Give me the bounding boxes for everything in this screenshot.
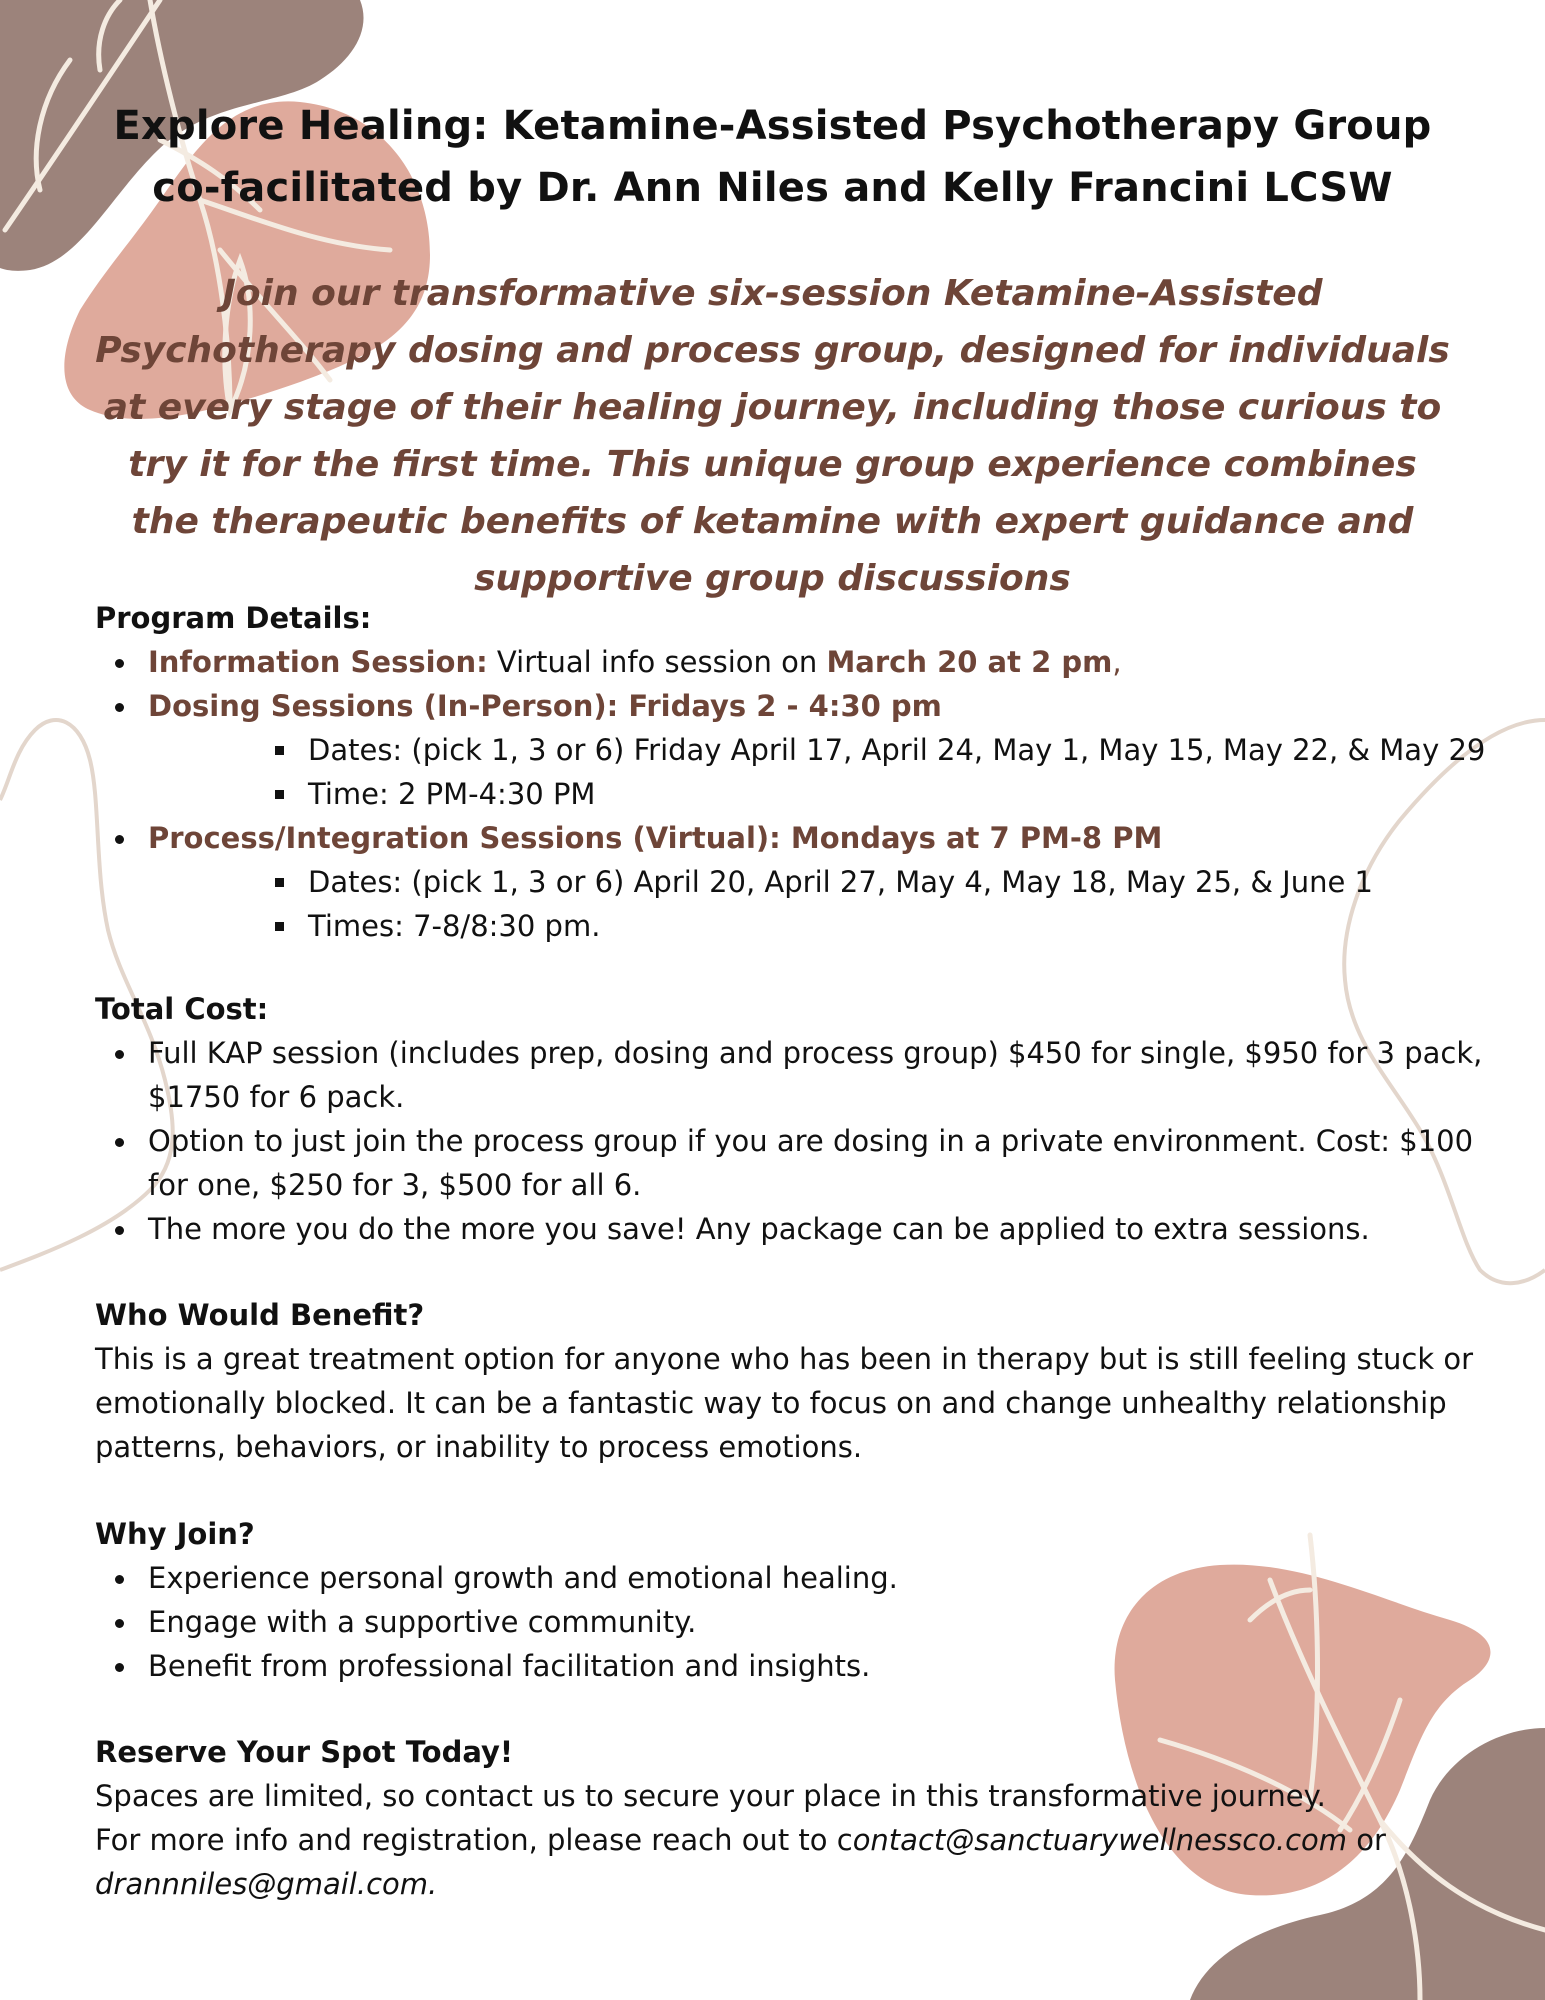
- reserve-line-2: [95, 1818, 1495, 1906]
- info-session-text: Virtual info session on: [487, 645, 827, 679]
- title-line-2: co-facilitated by Dr. Ann Niles and Kelly Francini LCSW: [152, 165, 1393, 211]
- why-join-item: Experience personal growth and emotional healing.: [95, 1556, 1495, 1600]
- program-details-list: [95, 640, 1495, 948]
- reserve-heading: Reserve Your Spot Today!: [95, 1735, 514, 1769]
- program-details-section: [95, 596, 1495, 948]
- process-sessions-item: [95, 816, 1495, 948]
- who-would-benefit-heading: Who Would Benefit?: [95, 1298, 425, 1332]
- who-would-benefit-text: This is a great treatment option for anyone who has been in therapy but is still feeling stuck or emotionally blocked. It can be a fantastic way to focus on and change unhealthy relationship patterns, behaviors, or inability to process emotions.: [95, 1342, 1474, 1464]
- process-sessions-label: Process/Integration Sessions (Virtual): Mondays at 7 PM-8 PM: [148, 821, 1163, 855]
- why-join-heading: Why Join?: [95, 1517, 255, 1551]
- info-session-date: March 20 at 2 pm: [826, 645, 1113, 679]
- why-join-section: [95, 1512, 1495, 1688]
- total-cost-section: [95, 987, 1495, 1251]
- why-join-list: [95, 1556, 1495, 1688]
- process-sessions-sublist: [148, 860, 1495, 948]
- dosing-dates-item: Dates: (pick 1, 3 or 6) Friday April 17, April 24, May 1, May 15, May 22, & May 29: [148, 728, 1495, 772]
- who-would-benefit-section: [95, 1293, 1495, 1469]
- program-details-heading: Program Details:: [95, 601, 372, 635]
- dosing-sessions-sublist: [148, 728, 1495, 816]
- reserve-line-2-prefix: For more info and registration, please reach out to c: [95, 1823, 853, 1857]
- dosing-sessions-label: Dosing Sessions (In-Person): Fridays 2 - 4:30 pm: [148, 689, 942, 723]
- why-join-item: Benefit from professional facilitation and insights.: [95, 1644, 1495, 1688]
- process-dates-item: Dates: (pick 1, 3 or 6) April 20, April 27, May 4, May 18, May 25, & June 1: [148, 860, 1495, 904]
- dosing-time-item: Time: 2 PM-4:30 PM: [148, 772, 1495, 816]
- why-join-item: Engage with a supportive community.: [95, 1600, 1495, 1644]
- contact-email-link[interactable]: ontact@sanctuarywellnessco.com: [852, 1823, 1348, 1857]
- process-times-item: Times: 7-8/8:30 pm.: [148, 904, 1495, 948]
- reserve-line-1: Spaces are limited, so contact us to secure your place in this transformative journey.: [95, 1779, 1326, 1813]
- info-session-label: Information Session:: [148, 645, 488, 679]
- dr-niles-email-link[interactable]: drannniles@gmail.com.: [95, 1867, 438, 1901]
- total-cost-heading: Total Cost:: [95, 992, 269, 1026]
- intro-paragraph: Join our transformative six-session Ketamine-Assisted Psychotherapy dosing and process group, designed for individuals at every stage of their healing journey, including those curious to try it for the first time. This unique group experience combines the therapeutic benefits of ketamine with expert guidance and supportive group discussions: [95, 273, 1450, 599]
- cost-item: The more you do the more you save! Any package can be applied to extra sessions.: [95, 1207, 1495, 1251]
- page-title: [60, 95, 1485, 219]
- info-session-item: [95, 640, 1495, 684]
- info-session-comma: ,: [1112, 645, 1122, 679]
- dosing-sessions-item: [95, 684, 1495, 816]
- total-cost-list: [95, 1031, 1495, 1251]
- reserve-section: [95, 1730, 1495, 1906]
- cost-item: Option to just join the process group if you are dosing in a private environment. Cost: $100 for one, $250 for 3, $500 for all 6.: [95, 1119, 1495, 1207]
- or-text: or: [1347, 1823, 1386, 1857]
- cost-item: Full KAP session (includes prep, dosing and process group) $450 for single, $950 for 3 pack, $1750 for 6 pack.: [95, 1031, 1495, 1119]
- title-line-1: Explore Healing: Ketamine-Assisted Psychotherapy Group: [113, 103, 1432, 149]
